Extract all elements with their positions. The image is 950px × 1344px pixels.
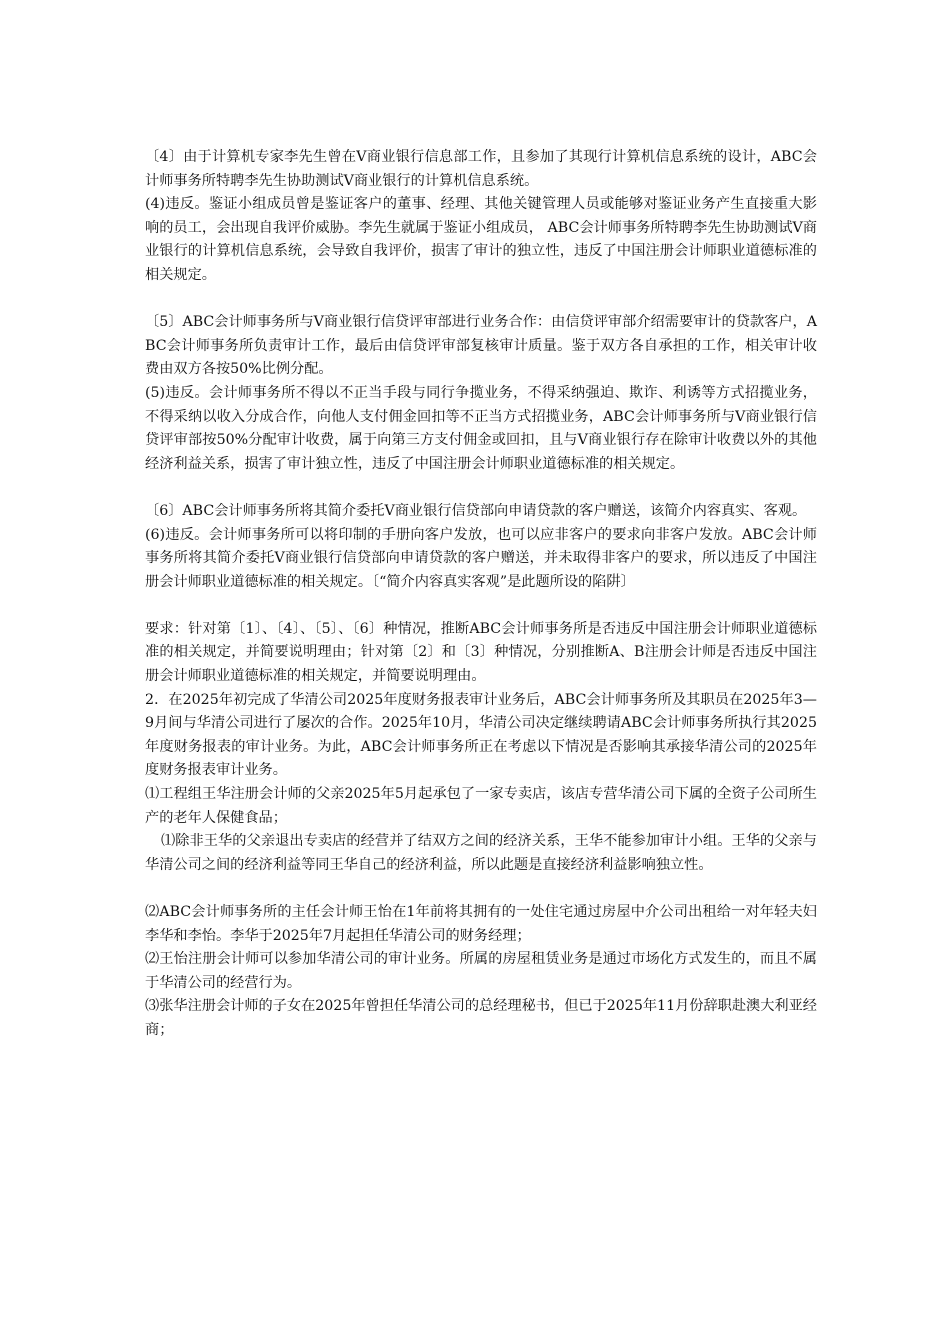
paragraph-q2-case-1: ⑴工程组王华注册会计师的父亲2025年5月起承包了一家专卖店，该店专营华清公司下属的全资子公司所生产的老年人保健食品； — [145, 786, 817, 826]
paragraph-case-5: 〔5〕ABC会计师事务所与Ⅴ商业银行信贷评审部进行业务合作：由信贷评审部介绍需要审计的贷款客户，ABC会计师事务所负责审计工作，最后由信贷评审部复核审计质量。鉴于双方各自承担的工作，相关审计收费由双方各按50%比例分配。 — [145, 314, 817, 378]
paragraph-requirement: 要求：针对第〔1〕、〔4〕、〔5〕、〔6〕种情况，推断ABC会计师事务所是否违反中国注册会计师职业道德标准的相关规定，并简要说明理由；针对第〔2〕和〔3〕种情况，分别推断A、B注册会计师是否违反中国注册会计师职业道德标准的相关规定，并简要说明理由。 — [145, 620, 817, 685]
document-body — [145, 146, 817, 1043]
paragraph-answer-4: (4)违反。鉴证小组成员曾是鉴证客户的董事、经理、其他关键管理人员或能够对鉴证业务产生直接重大影响的员工，会出现自我评价威胁。李先生就属于鉴证小组成员， ABC会计师事务所特聘李先生协助测试Ⅴ商业银行的计算机信息系统，会导致自我评价，损害了审计的独立性，违反了中国注册会计师职业道德标准的相关规定。 — [145, 196, 817, 283]
paragraph-question-2: 2．在2025年初完成了华清公司2025年度财务报表审计业务后，ABC会计师事务所及其职员在2025年3—9月间与华清公司进行了屡次的合作。2025年10月，华清公司决定继续聘请ABC会计师事务所执行其2025年度财务报表的审计业务。为此，ABC会计师事务所正在考虑以下情况是否影响其承接华清公司的2025年度财务报表审计业务。 — [145, 691, 817, 779]
paragraph-gap — [145, 476, 817, 500]
paragraph-gap — [145, 594, 817, 618]
paragraph-q2-case-3: ⑶张华注册会计师的子女在2025年曾担任华清公司的总经理秘书，但已于2025年11月份辞职赴澳大利亚经商； — [145, 998, 817, 1038]
paragraph-gap — [145, 288, 817, 312]
paragraph-answer-6: (6)违反。会计师事务所可以将印制的手册向客户发放，也可以应非客户的要求向非客户发放。ABC会计师事务所将其简介委托Ⅴ商业银行信贷部向申请贷款的客户赠送，并未取得非客户的要求，所以违反了中国注册会计师职业道德标准的相关规定。〔“简介内容真实客观”是此题所设的陷阱〕 — [145, 526, 817, 590]
paragraph-gap — [145, 877, 817, 901]
paragraph-q2-answer-2: ⑵王怡注册会计师可以参加华清公司的审计业务。所属的房屋租赁业务是通过市场化方式发生的，而且不属于华清公司的经营行为。 — [145, 951, 817, 991]
paragraph-case-6: 〔6〕ABC会计师事务所将其简介委托Ⅴ商业银行信贷部向申请贷款的客户赠送，该简介内容真实、客观。 — [145, 502, 807, 519]
paragraph-answer-5: (5)违反。会计师事务所不得以不正当手段与同行争揽业务，不得采纳强迫、欺诈、利诱等方式招揽业务，不得采纳以收入分成合作，向他人支付佣金回扣等不正当方式招揽业务，ABC会计师事务所与Ⅴ商业银行信贷评审部按50%分配审计收费，属于向第三方支付佣金或回扣，且与Ⅴ商业银行存在除审计收费以外的其他经济利益关系，损害了审计独立性，违反了中国注册会计师职业道德标准的相关规定。 — [145, 384, 817, 472]
paragraph-q2-answer-1: ⑴除非王华的父亲退出专卖店的经营并了结双方之间的经济关系，王华不能参加审计小组。王华的父亲与华清公司之间的经济利益等同王华自己的经济利益，所以此题是直接经济利益影响独立性。 — [145, 833, 817, 873]
paragraph-q2-case-2: ⑵ABC会计师事务所的主任会计师王怡在1年前将其拥有的一处住宅通过房屋中介公司出租给一对年轻夫妇李华和李怡。李华于2025年7月起担任华清公司的财务经理； — [145, 904, 817, 944]
paragraph-case-4: 〔4〕由于计算机专家李先生曾在Ⅴ商业银行信息部工作，且参加了其现行计算机信息系统的设计，ABC会计师事务所特聘李先生协助测试Ⅴ商业银行的计算机信息系统。 — [145, 149, 817, 189]
